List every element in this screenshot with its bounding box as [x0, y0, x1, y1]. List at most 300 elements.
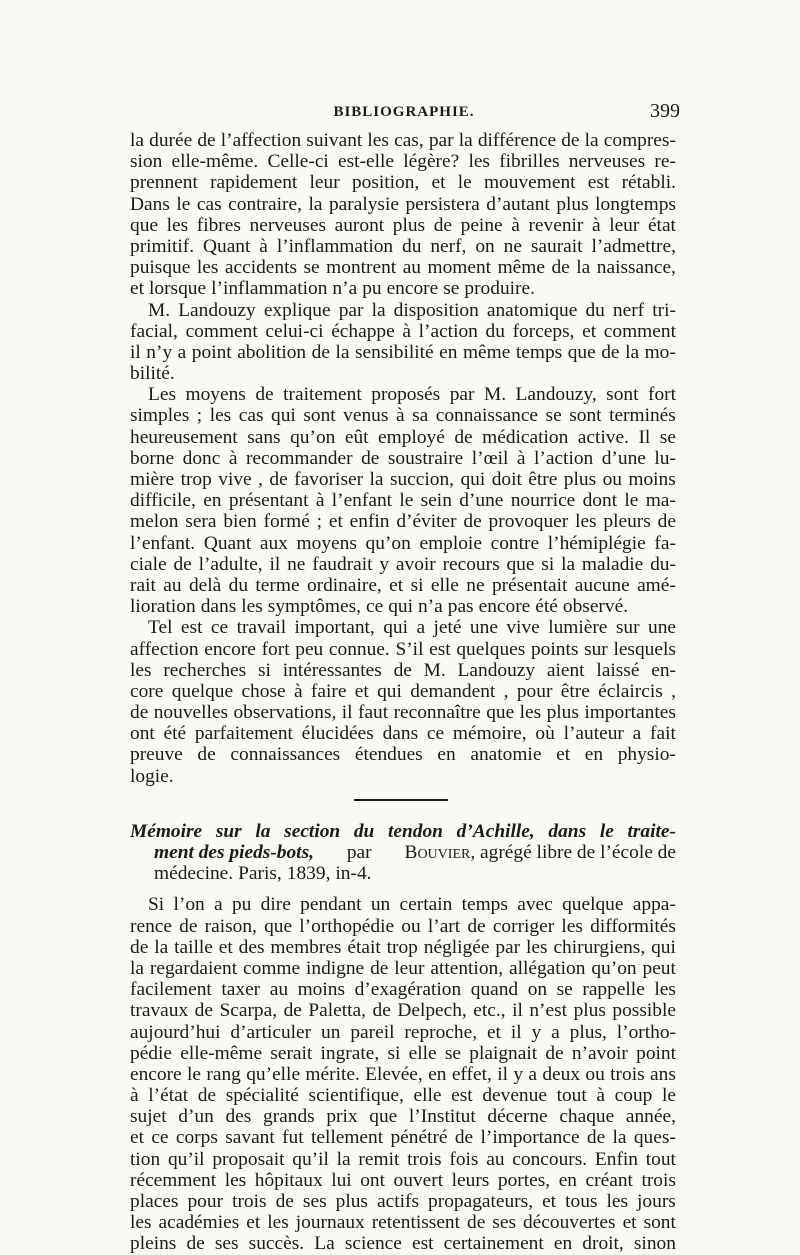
word: au [402, 257, 421, 279]
author-name: Bouvier [404, 842, 471, 863]
word: Landouzy [457, 659, 536, 681]
word: par [449, 384, 475, 406]
word: sujet [130, 1106, 167, 1128]
text-line [130, 1170, 676, 1191]
text-line [130, 681, 676, 702]
text-line [130, 300, 676, 321]
word: physio- [617, 744, 676, 766]
word: dans [548, 820, 587, 842]
word: M. [483, 384, 507, 406]
word: de [186, 1233, 205, 1255]
word: taille [174, 936, 213, 958]
word: quelque [562, 894, 624, 916]
word: de [179, 915, 198, 937]
word: les [224, 1169, 247, 1191]
word: même [497, 257, 545, 279]
word: quelques [456, 638, 526, 660]
word: qui [388, 596, 413, 618]
word: l’ortho- [616, 1021, 676, 1043]
word: les [526, 936, 548, 958]
word: concours. [512, 1148, 588, 1170]
word: quand [470, 979, 519, 1001]
word: lui [331, 1169, 352, 1191]
word: à [130, 1085, 139, 1107]
word: Paris, [238, 863, 282, 885]
word: du [228, 574, 249, 596]
word: en [584, 744, 604, 766]
word: faudrait [312, 553, 373, 575]
word: tous [565, 1191, 598, 1212]
word: les [166, 214, 189, 236]
word: provoquer [488, 511, 569, 533]
word: en- [651, 659, 676, 681]
word: d’Achille, [456, 820, 535, 842]
word: Paletta, [308, 1000, 367, 1022]
word: l’œil [471, 447, 509, 469]
word: Les [148, 384, 176, 406]
word: travaux [130, 1000, 189, 1022]
text-line [130, 1000, 676, 1021]
word: plaignait [469, 1042, 538, 1064]
word: intéressantes [282, 659, 382, 681]
word: dont [582, 490, 618, 512]
word: ou [602, 469, 622, 490]
word: les [196, 257, 219, 279]
word: et [431, 172, 446, 194]
word: de [173, 553, 192, 575]
word: , [258, 469, 263, 490]
paragraph [130, 384, 676, 617]
word: Elevée, [365, 1063, 423, 1085]
word: l’affection [220, 130, 302, 151]
word: pareil [350, 1021, 395, 1043]
word: nerf [612, 299, 645, 321]
text-line [130, 894, 676, 915]
word: nerveuses [249, 214, 326, 236]
paragraph [130, 894, 676, 1254]
word: sion [130, 151, 163, 173]
word: un [370, 894, 391, 916]
word: accidents [224, 257, 298, 279]
word: ne [503, 235, 522, 257]
word: à [315, 490, 325, 512]
word: vive [506, 617, 540, 639]
word: a [214, 894, 223, 916]
word: qu’on [591, 957, 637, 979]
word: et [246, 1212, 261, 1234]
word: de [561, 130, 580, 151]
word: de [275, 1191, 294, 1212]
word: il [497, 1063, 508, 1085]
word: est [587, 172, 610, 194]
word: de [197, 1085, 217, 1107]
word: symptômes, [267, 596, 361, 618]
word: année, [625, 1106, 676, 1128]
word: par [338, 299, 364, 321]
word: lioration [130, 596, 196, 618]
word: d’articuler [230, 1021, 312, 1043]
word: important, [294, 617, 375, 639]
word: puisque [130, 257, 191, 279]
word: de [545, 1042, 564, 1064]
word: être [560, 680, 590, 702]
text-line [130, 1233, 676, 1254]
word: Tel [148, 617, 173, 639]
word: ses [214, 1233, 239, 1255]
word: tout [645, 1148, 676, 1170]
word: reconnaître [393, 702, 481, 724]
word: il [269, 553, 281, 575]
word: moyens [185, 384, 246, 406]
word: Celle-ci [267, 151, 329, 173]
word: n’est [529, 1000, 568, 1022]
word: sans [247, 426, 281, 448]
word: point [636, 1042, 676, 1064]
word: académies [158, 1212, 240, 1234]
page-header [128, 100, 680, 126]
word: à [228, 447, 238, 469]
word: la [130, 957, 144, 979]
word: vive [218, 469, 252, 490]
text-line [130, 533, 676, 554]
word: est [451, 1085, 473, 1107]
word: et [542, 1191, 557, 1212]
text-line [130, 342, 676, 363]
word: places [130, 1191, 179, 1212]
word: et [556, 744, 571, 766]
word: n’y [146, 341, 173, 363]
text-line [130, 916, 676, 937]
word: en [439, 341, 458, 363]
word: propagateurs, [428, 1191, 534, 1212]
word: amé- [637, 574, 676, 596]
word: l’Institut [408, 1106, 476, 1128]
word: l’état [148, 1085, 189, 1107]
word: le [176, 193, 191, 215]
text-line [130, 639, 676, 660]
word: mière [130, 469, 175, 490]
word: qui [460, 469, 486, 490]
word: favoriser [294, 469, 364, 490]
word: l’admettre, [591, 235, 676, 257]
word: l’adulte, [198, 553, 263, 575]
word: il [341, 702, 353, 724]
word: traite- [627, 820, 676, 842]
word: et [582, 320, 597, 342]
word: se [444, 1042, 462, 1064]
word: qui [383, 617, 408, 639]
word: de [361, 447, 380, 469]
word: peut [642, 957, 676, 979]
word: paralysie [328, 193, 399, 215]
word: laissé [596, 659, 640, 681]
word: a [551, 1021, 560, 1043]
word: ; [196, 405, 203, 427]
word: la [458, 130, 473, 151]
word: dire [260, 894, 291, 916]
word: enfin [349, 511, 390, 533]
word: elle [413, 1085, 442, 1107]
word: 1839, [286, 863, 331, 885]
word: moins [297, 979, 346, 1001]
word: et [622, 1212, 637, 1234]
word: de [370, 957, 389, 979]
word: chose [241, 680, 286, 702]
word: nerveuses [568, 151, 646, 173]
word: difficile, [130, 490, 196, 512]
word: de [657, 511, 676, 533]
word: de [454, 426, 473, 448]
word: quelque [171, 680, 234, 702]
text-line [130, 766, 676, 787]
word: raison, [204, 915, 257, 937]
word: de [311, 341, 330, 363]
word: sensibilité [354, 341, 434, 363]
word: est [429, 638, 451, 660]
word: encore [386, 278, 439, 300]
word: le [399, 490, 414, 512]
word: la [584, 130, 599, 151]
word: anatomique [486, 299, 578, 321]
word: comme [243, 957, 301, 979]
paragraph [130, 300, 676, 385]
word: venus [343, 405, 389, 427]
word: melon [130, 511, 179, 533]
word: trois [641, 1169, 676, 1191]
word: d’un [178, 1106, 214, 1128]
word: comment [603, 320, 676, 342]
word: aucune [574, 574, 630, 596]
word: ma- [645, 490, 676, 512]
word: médication [482, 426, 569, 448]
word: contraire, [228, 193, 302, 215]
word: l’art [427, 915, 461, 937]
text-line [130, 1064, 676, 1085]
word: moins [628, 469, 676, 490]
word: S’il [395, 638, 424, 660]
word: Landouzy, [515, 384, 597, 406]
text-line [130, 958, 676, 979]
word: l’importance [480, 1127, 580, 1149]
word: n’a [417, 596, 443, 618]
word: ont [360, 1169, 385, 1191]
word: leur [609, 214, 640, 236]
word: tellement [310, 1127, 384, 1149]
word: éclaircis [598, 680, 663, 702]
word: doit [491, 469, 522, 490]
word: avec [517, 894, 553, 916]
word: les [130, 659, 152, 681]
text-line [130, 575, 676, 596]
word: la [576, 257, 591, 279]
word: celui-ci [265, 320, 324, 342]
word: rapidement [210, 172, 298, 194]
word: la [561, 553, 576, 575]
word: la [371, 299, 386, 321]
word: ses [492, 1212, 516, 1234]
word: M. [148, 299, 171, 321]
word: qu’on [365, 532, 411, 554]
review-title-rest: , agrégé libre de l’école de [470, 842, 676, 863]
word: rétabli. [621, 172, 676, 194]
word: plus [573, 1000, 606, 1022]
review-title [130, 821, 676, 885]
text-line [130, 1043, 676, 1064]
word: les [468, 151, 490, 173]
word: formé [263, 511, 310, 533]
word: pendant [300, 894, 362, 916]
word: trois [610, 1063, 645, 1085]
word: certainement [443, 1233, 544, 1255]
word: présentait [491, 574, 568, 596]
word: fibrilles [499, 151, 560, 173]
word: sur [584, 638, 608, 660]
word: droit, [582, 1233, 624, 1255]
word: et [130, 1127, 144, 1149]
word: rang [206, 1063, 241, 1085]
word: devenue [482, 1085, 547, 1107]
word: fut [282, 1127, 304, 1149]
text-line [130, 469, 676, 490]
word: de [454, 1127, 474, 1149]
word: de [601, 341, 620, 363]
word: se [556, 979, 573, 1001]
word: explique [263, 299, 331, 321]
word: en [437, 744, 456, 766]
word: mémoire, [452, 723, 527, 745]
word: jeté [433, 617, 462, 639]
word: que [369, 1106, 398, 1128]
word: il [512, 1000, 523, 1022]
word: ouvert [393, 1169, 444, 1191]
word: facilement [130, 979, 212, 1001]
word: le [624, 490, 639, 512]
word: reproche, [404, 1021, 478, 1043]
word: forceps, [512, 320, 575, 342]
text-line [130, 321, 676, 342]
text-line [130, 427, 676, 448]
word: de [463, 511, 482, 533]
word: que [506, 553, 535, 575]
word: revenir [528, 214, 584, 236]
review-title-italic: ment des pieds-bots, [154, 842, 314, 863]
word: les [519, 702, 542, 724]
word: recommander [245, 447, 353, 469]
word: aujourd’hui [130, 1021, 221, 1043]
word: point [191, 341, 232, 363]
word: fois [449, 1148, 479, 1170]
word: trop [180, 469, 212, 490]
word: leurs [451, 1169, 490, 1191]
word: est-elle [338, 151, 395, 173]
paragraph [130, 130, 676, 300]
word: élucidées [301, 723, 374, 745]
word: pour [187, 1191, 224, 1212]
word: il [510, 1021, 522, 1043]
word: négligée [423, 936, 490, 958]
word: encore [204, 638, 256, 660]
word: borne [130, 447, 175, 469]
word: sein [420, 490, 452, 512]
word: portes, [497, 1169, 551, 1191]
word: si [541, 553, 555, 575]
word: membres [270, 936, 342, 958]
word: ce [151, 1127, 169, 1149]
page-number: 399 [650, 100, 680, 122]
word: de [197, 744, 216, 766]
word: et [218, 936, 233, 958]
word: durée [149, 130, 193, 151]
text-line [130, 405, 676, 426]
word: que [264, 915, 293, 937]
word: de [433, 214, 453, 236]
text-line [130, 1085, 676, 1106]
word: mo- [644, 341, 676, 363]
word: la [612, 1127, 627, 1149]
word: de [130, 702, 149, 724]
word: deux [542, 1063, 581, 1085]
word: où [535, 723, 555, 745]
word: n’a [332, 278, 358, 300]
word: temps [515, 341, 563, 363]
word: tion [130, 1148, 161, 1170]
text-line [130, 1191, 676, 1212]
word: employé [378, 426, 445, 448]
word: anatomie [470, 744, 542, 766]
text-line [130, 1022, 676, 1043]
word: a [416, 617, 426, 639]
word: il [130, 341, 141, 363]
word: encore [130, 1063, 182, 1085]
word: moyens [296, 532, 357, 554]
word: trois [407, 1148, 442, 1170]
word: ne [287, 553, 306, 575]
word: qu’il [167, 1148, 205, 1170]
word: mérite. [305, 1063, 360, 1085]
word: créant [585, 1169, 633, 1191]
word: savant [225, 1127, 275, 1149]
word: et [486, 1021, 501, 1043]
text-line [130, 937, 676, 958]
word: du [485, 320, 505, 342]
word: pleurs [603, 511, 651, 533]
word: la [308, 193, 323, 215]
word: en [553, 1233, 573, 1255]
word: trop [386, 936, 418, 958]
word: certain [399, 894, 453, 916]
word: actifs [377, 1191, 420, 1212]
word: importantes [584, 702, 676, 724]
word: les [241, 596, 263, 618]
word: travail [236, 617, 287, 639]
word: position, [351, 172, 420, 194]
word: leur [394, 957, 425, 979]
word: cas, [394, 130, 424, 151]
word: pénétré [390, 1127, 448, 1149]
word: heureusement [130, 426, 238, 448]
word: comment [185, 320, 258, 342]
word: étendues [354, 744, 423, 766]
word: être [528, 469, 558, 490]
word: eût [344, 426, 369, 448]
word: section [284, 820, 341, 842]
word: active. [577, 426, 629, 448]
word: ce [365, 596, 384, 618]
word: logie. [130, 765, 174, 787]
word: sur [615, 617, 640, 639]
word: chirurgiens, [553, 936, 646, 958]
text-line [130, 194, 676, 215]
